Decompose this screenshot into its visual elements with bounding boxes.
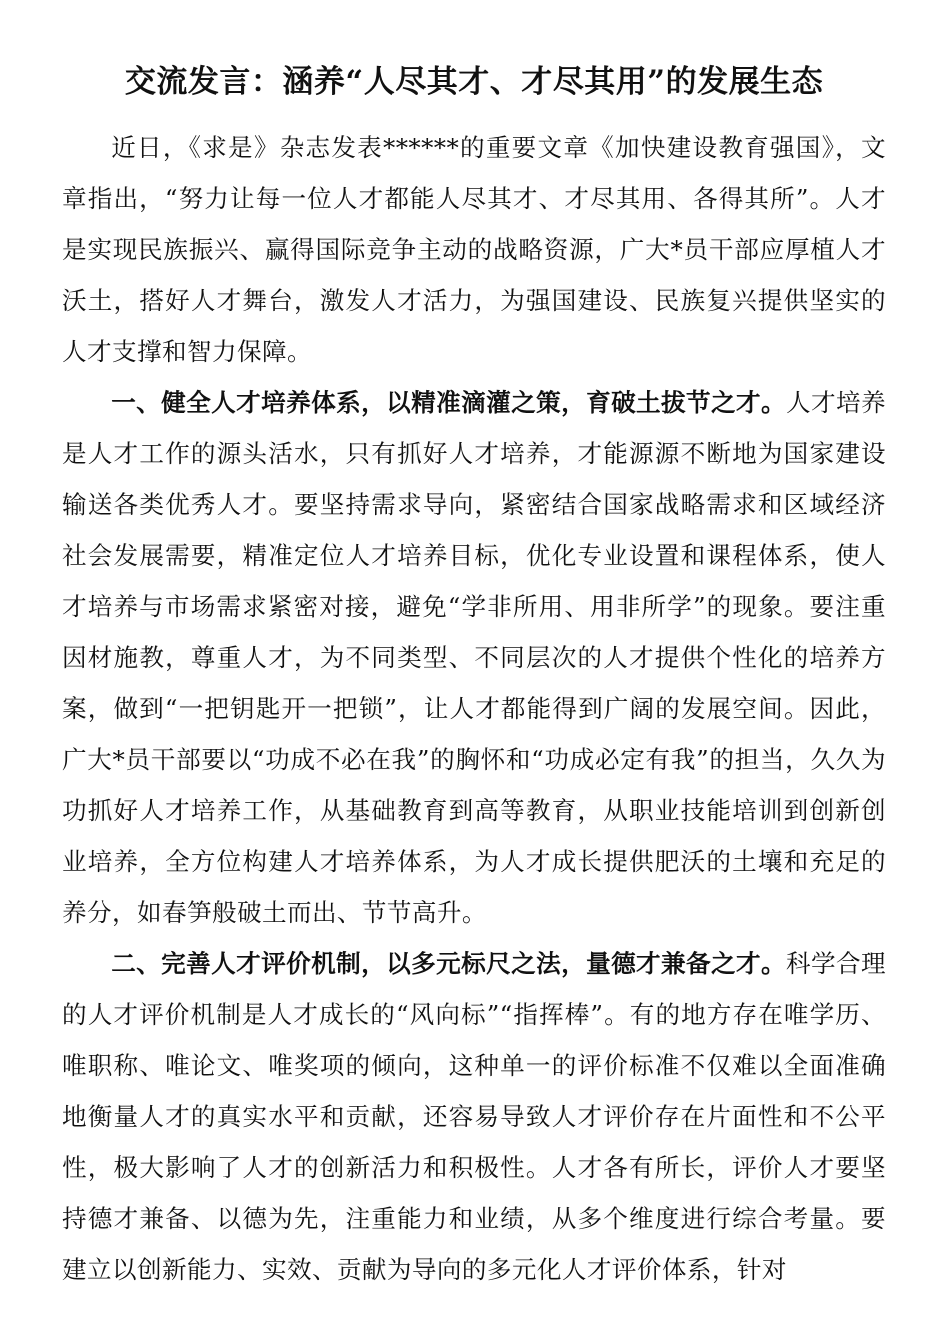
section-1-heading: 一、健全人才培养体系，以精准滴灌之策，育破土拔节之才。 — [111, 388, 787, 417]
section-2-paragraph — [62, 938, 886, 1295]
section-2-body: 科学合理的人才评价机制是人才成长的“风向标”“指挥棒”。有的地方存在唯学历、唯职称、唯论文、唯奖项的倾向，这种单一的评价标准不仅难以全面准确地衡量人才的真实水平和贡献，还容易导致人才评价存在片面性和不公平性，极大影响了人才的创新活力和积极性。人才各有所长，评价人才要坚持德才兼备、以德为先，注重能力和业绩，从多个维度进行综合考量。要建立以创新能力、实效、贡献为导向的多元化人才评价体系，针对 — [62, 949, 887, 1284]
section-1-body: 人才培养是人才工作的源头活水，只有抓好人才培养，才能源源不断地为国家建设输送各类优秀人才。要坚持需求导向，紧密结合国家战略需求和区域经济社会发展需要，精准定位人才培养目标，优化专业设置和课程体系，使人才培养与市场需求紧密对接，避免“学非所用、用非所学”的现象。要注重因材施教，尊重人才，为不同类型、不同层次的人才提供个性化的培养方案，做到“一把钥匙开一把锁”，让人才都能得到广阔的发展空间。因此，广大*员干部要以“功成不必在我”的胸怀和“功成必定有我”的担当，久久为功抓好人才培养工作，从基础教育到高等教育，从职业技能培训到创新创业培养，全方位构建人才培养体系，为人才成长提供肥沃的土壤和充足的养分，如春笋般破土而出、节节高升。 — [62, 388, 887, 927]
document-title: 交流发言：涵养“人尽其才、才尽其用”的发展生态 — [124, 64, 824, 100]
intro-paragraph: 近日，《求是》杂志发表******的重要文章《加快建设教育强国》，文章指出，“努力让每一位人才都能人尽其才、才尽其用、各得其所”。人才是实现民族振兴、赢得国际竞争主动的战略资源，广大*员干部应厚植人才沃土，搭好人才舞台，激发人才活力，为强国建设、民族复兴提供坚实的人才支撑和智力保障。 — [62, 133, 886, 366]
section-2-heading: 二、完善人才评价机制，以多元标尺之法，量德才兼备之才。 — [111, 949, 787, 978]
section-1-paragraph — [62, 377, 886, 938]
